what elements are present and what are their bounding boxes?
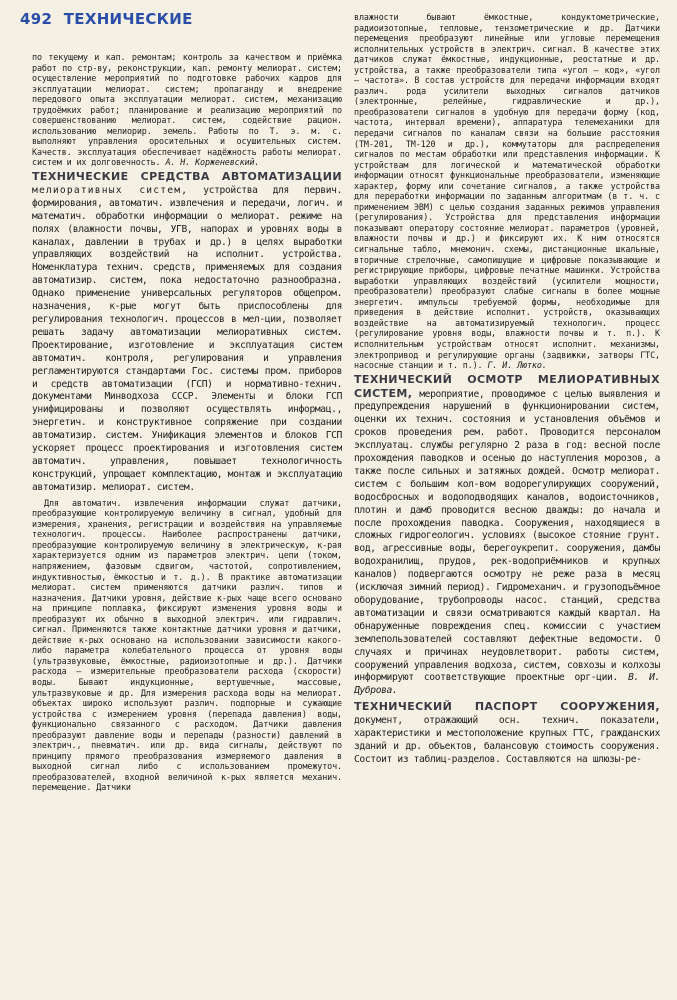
entry-passport [354,701,660,767]
entry-passport-body: документ, отражающий осн. технич. показатели, характеристики и местоположение крупных ГТС, гражданских зданий и др. объектов, балансовую стоимость сооружения. Состоит из таблиц-разделов. Составляются на шлюзы-ре- [354,715,660,765]
entry-inspection [354,374,660,699]
left-column [32,52,342,996]
continued-text: влажности бывают ёмкостные, кондуктометрические, радиоизотопные, тепловые, тензометрические и др. Датчики перемещения преобразуют линейные или угловые перемещения исполнительных устройств в электрич. сигнал. В качестве этих датчиков служат ёмкостные, индукционные, реостатные и др. устройства, а также преобразователи типа «угол — код», «угол — частота». В состав устройств для передачи информации входят различ. рода усилители выходных сигналов датчиков (электронные, релейные, гидравлические и др.), преобразователи сигналов в удобную для передачи форму (код, частота, интервал времени), аппаратура телемеханики для передачи сигналов по каналам связи на большие расстояния (ТМ-201, ТМ-120 и др.), коммутаторы для распределения сигналов по местам обработки или представления информации. К устройствам для логической и математической обработки информации относят функциональные преобразователи, изменяющие характер, форму или сочетание сигналов, а также устройства для переработки информации по заданным алгоритмам (в т. ч. с применением ЭВМ) с целью создания заданных режимов управления (регулирования). Устройства для представления информации показывают оператору состояние мелиорат. параметров (уровней, влажности почвы и др.) и фиксируют их. К ним относятся сигнальные табло, мнемонич. схемы, дистанционные шкальные, вторичные стрелочные, самопишущие и цифровые показывающие и регистрирующие приборы, цифровые печатные машинки. Устройства выработки управляющих воздействий (усилители мощности, преобразователи) преобразуют слабые сигналы в более мощные энергетич. импульсы требуемой формы, необходимые для приведения в действие исполнит. устройств, оказывающих воздействие на автоматизируемый технологич. процесс (регулирование уровня воды, влажности почвы и т. п.). К исполнительным устройствам относят исполнит. механизмы, электропривод и регулирующие органы (задвижки, затворы ГТС, насосные станции и т. п.). [354,12,660,371]
intro-text: по текущему и кап. ремонтам; контроль за качеством и приёмка работ по стр-ву, реконструкции, кап. ремонту мелиорат. систем; осуществление мероприятий по подготовке рабочих кадров для эксплуатации мелиорат. систем; пропаганду и внедрение передового опыта эксплуатации мелиорат. систем, механизацию трудоёмких работ; планирование и реализацию мероприятий по совершенствованию мелиорат. систем, содействие рацион. использованию мелиорир. земель. Работы по Т. э. м. с. выполняют управления оросительных и осушительных систем. Качеств. эксплуатация обеспечивает надёжность работы мелиорат. систем и их долговечность. [32,52,342,168]
entry-inspection-headword: ТЕХНИЧЕСКИЙ ОСМОТР МЕЛИОРАТИВНЫХ СИСТЕМ, [354,372,660,400]
page-number: 492 [20,10,53,28]
entry-automation-headword-tail: мелиоративных систем, [32,184,189,196]
right-column [354,12,660,990]
continued-paragraph [354,12,660,371]
entry-automation-headword: ТЕХНИЧЕСКИЕ СРЕДСТВА АВТОМАТИЗАЦИИ [32,170,342,184]
intro-paragraph [32,52,342,168]
running-title: ТЕХНИЧЕСКИЕ [63,10,193,28]
sensors-paragraph: Для автоматич. извлечения информации служат датчики, преобразующие контролируемую величину в сигнал, удобный для измерения, хранения, регистрации и воздействия на управляемые технологич. процессы. Наиболее распространены датчики, преобразующие контролируемую величину в электрическую, к-рая характеризуется одним из параметров электрич. цепи (током, напряжением, фазовым сдвигом, частотой, сопротивлением, индуктивностью, ёмкостью и т. д.). В практике автоматизации мелиорат. систем применяются датчики различ. типов и назначения. Датчики уровня, действие к-рых чаще всего основано на принципе поплавка, фиксируют изменения уровня воды и преобразуют их обычно в выходной электрич. или гидравлич. сигнал. Применяются также контактные датчики уровня и датчики, действие к-рых основано на использовании зависимости какого-либо параметра колебательного процесса от уровня воды (ультразвуковые, ёмкостные, радиоизотопные и др.). Датчики расхода — измерительные преобразователи расхода (скорости) воды. Бывают индукционные, вертушечные, массовые, ультразвуковые и др. Для измерения расхода воды на мелиорат. объектах широко используют различ. подпорные и сужающие устройства с измерением уровня (перепада давления) воды, функционально связанного с расходом. Датчики давления преобразуют давление воды и перепады (разности) давлений в электрич., пневматич. или др. вида сигналы, действуют по принципу прямого преобразования измеряемого давления в выходной сигнал либо с использованием промежуточ. преобразователей, входной величиной к-рых является механич. перемещение. Датчики [32,497,342,793]
entry-inspection-author: В. И. Дуброва. [354,672,660,697]
entry-passport-headword: ТЕХНИЧЕСКИЙ ПАСПОРТ СООРУЖЕНИЯ, [354,700,660,714]
entry-automation [32,171,342,495]
entry-automation-body: устройства для первич. формирования, автоматич. извлечения и передачи, логич. и математич. обработки информации о мелиорат. режиме на полях (влажности почвы, УГВ, напорах и уровнях воды в каналах, давлении в трубах и др.) в целях выработки управляющих воздействий на исполнит. устройства. Номенклатура технич. средств, применяемых для создания автоматизир. систем, пока недостаточно разнообразна. Однако применение универсальных регуляторов общепром. назначения, к-рые могут быть приспособлены для регулирования технологич. процессов в мел-ции, позволяет решать задачу автоматизации мелиоративных систем. Проектирование, изготовление и эксплуатация систем автоматич. контроля, регулирования и управления регламентируются стандартами Гос. системы пром. приборов и средств автоматизации (ГСП) и нормативно-технич. документами Минводхоза СССР. Элементы и блоки ГСП унифицированы и позволяют осуществлять информац., энергетич. и конструктивное сопряжение при создании автоматизир. систем. Унификация элементов и блоков ГСП ускоряет процесс проектирования и изготовления систем автоматич. управления, повышает технологичность конструкций, упрощает комплектацию, монтаж и эксплуатацию автоматизир. мелиорат. систем. [32,184,342,493]
running-header [20,10,193,32]
entry-inspection-body: мероприятие, проводимое с целью выявления и предупреждения нарушений в функционировании систем, оценки их технич. состояния и установления объёмов и сроков проведения рем. работ. Проводится персоналом эксплуатац. службы регулярно 2 раза в год: весной после прохождения паводков и осенью до наступления морозов, а также после сильных и затяжных дождей. Осмотр мелиорат. систем с большим кол-вом водорегулирующих сооружений, водосбросных и водоподводящих каналов, водоисточников, плотин и дамб проводится весною дважды: до начала и после прохождения паводка. Сооружения, находящиеся в сложных гидрогеологич. условиях (высокое стояние грунт. вод, агрессивные воды, берегоукрепит. сооружения, дамбы водохранилищ, прудов, рек-водоприёмников и крупных каналов) подвергаются осмотру не реже раза в месяц (исключая зимний период). Гидромеханич. и грузоподъёмное оборудование, трубопроводы насос. станций, средства автоматизации и связи осматриваются каждый квартал. На обнаруженные повреждения спец. комиссии с участием землепользователей составляют дефектные ведомости. О случаях и причинах неудовлетворит. работы систем, сооружений управления водхоза, систем, совхозы и колхозы информируют соответствующие проектные орг-ции. [354,388,660,684]
intro-author: А. Н. Корженевский. [165,157,260,168]
continued-author: Г. И. Лютко. [487,360,547,371]
